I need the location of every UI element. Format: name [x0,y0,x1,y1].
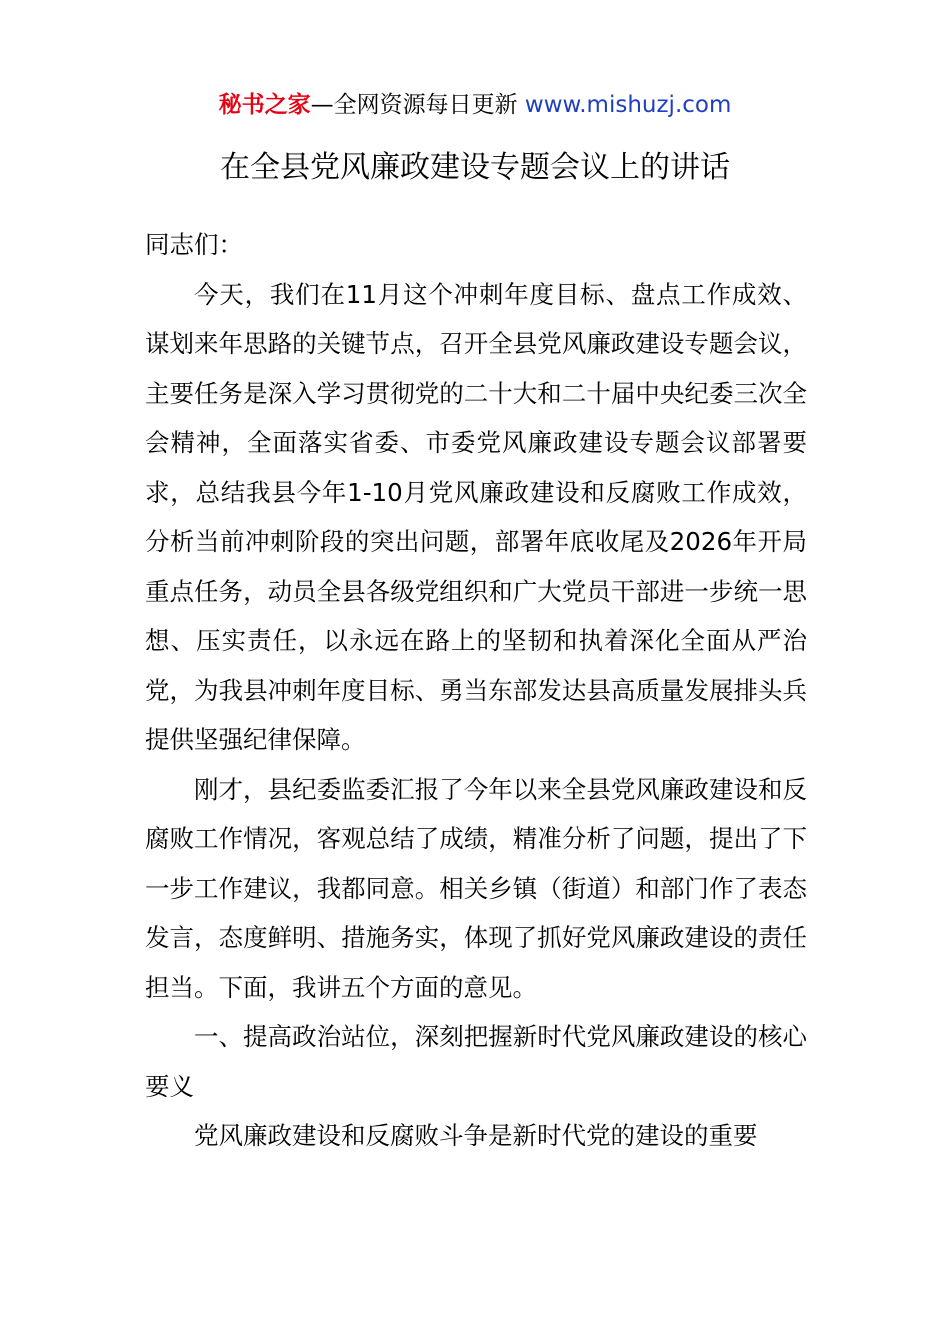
document-title: 在全县党风廉政建设专题会议上的讲话 [220,150,730,185]
paragraph-section-1: 党风廉政建设和反腐败斗争是新时代党的建设的重要 [194,1121,758,1150]
site-header [0,88,950,122]
brand-name: 秘书之家 [218,92,311,118]
site-url-link[interactable]: www.mishuzj.com [524,92,732,118]
header-tagline: —全网资源每日更新 [310,92,525,118]
salutation: 同志们： [145,230,243,259]
document-body [145,220,807,1161]
section-heading-1: 一、提高政治站位，深刻把握新时代党风廉政建设的核心要义 [145,1022,807,1101]
paragraph-review: 刚才，县纪委监委汇报了今年以来全县党风廉政建设和反腐败工作情况，客观总结了成绩，精准分析了问题，提出了下一步工作建议，我都同意。相关乡镇（街道）和部门作了表态发言，态度鲜明、措施务实，体现了抓好党风廉政建设的责任担当。下面，我讲五个方面的意见。 [145,774,807,1002]
paragraph-intro: 今天，我们在11月这个冲刺年度目标、盘点工作成效、谋划来年思路的关键节点，召开全县党风廉政建设专题会议，主要任务是深入学习贯彻党的二十大和二十届中央纪委三次全会精神，全面落实省委、市委党风廉政建设专题会议部署要求，总结我县今年1-10月党风廉政建设和反腐败工作成效，分析当前冲刺阶段的突出问题，部署年底收尾及2026年开局重点任务，动员全县各级党组织和广大党员干部进一步统一思想、压实责任，以永远在路上的坚韧和执着深化全面从严治党，为我县冲刺年度目标、勇当东部发达县高质量发展排头兵提供坚强纪律保障。 [145,279,807,754]
